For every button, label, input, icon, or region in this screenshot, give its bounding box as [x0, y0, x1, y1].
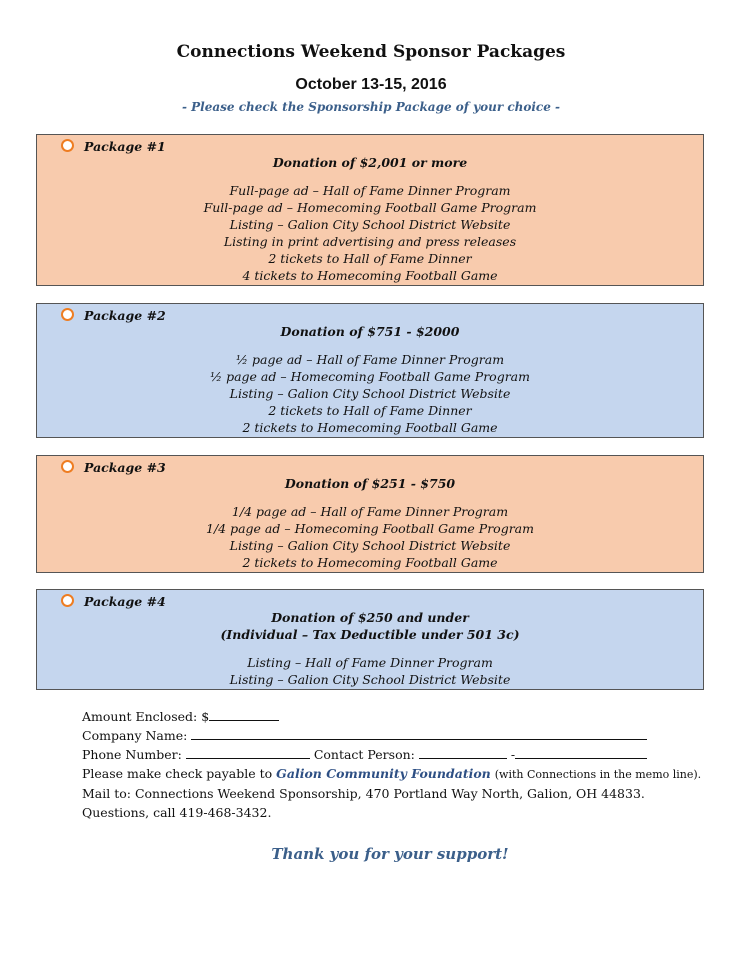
benefit-item: ½ page ad – Hall of Fame Dinner Program: [235, 352, 505, 367]
payable-suffix: (with Connections in the memo line).: [494, 768, 702, 781]
benefit-item: Listing in print advertising and press releases: [223, 234, 517, 249]
event-date: October 13-15, 2016: [295, 76, 447, 93]
package-4-box: [36, 589, 704, 690]
donation-line: Donation of $751 - $2000: [280, 324, 460, 339]
benefit-item: 2 tickets to Homecoming Football Game: [242, 555, 498, 570]
package-3-header: [61, 460, 166, 475]
instruction-text: - Please check the Sponsorship Package of your choice -: [181, 100, 561, 114]
package-1-header: [61, 139, 166, 154]
benefit-item: 4 tickets to Homecoming Football Game: [242, 268, 498, 283]
donation-line: (Individual – Tax Deductible under 501 3c): [220, 627, 520, 642]
package-3-box: [36, 455, 704, 573]
page-title: Connections Weekend Sponsor Packages: [176, 42, 566, 62]
package-2-benefits: [37, 351, 703, 436]
amount-field[interactable]: [209, 707, 279, 721]
benefit-item: 1/4 page ad – Homecoming Football Game Program: [206, 521, 534, 536]
contact-field-2[interactable]: [515, 745, 647, 759]
phone-label: Phone Number:: [82, 747, 182, 762]
package-3-benefits: [37, 503, 703, 571]
package-3-donation: [37, 475, 703, 492]
package-3-name: Package #3: [84, 460, 166, 475]
benefit-item: Listing – Galion City School District Website: [229, 538, 511, 553]
phone-row: [82, 745, 702, 764]
package-2-radio[interactable]: [61, 308, 74, 321]
package-4-header: [61, 594, 166, 609]
contact-label: Contact Person:: [313, 747, 415, 762]
company-label: Company Name:: [82, 728, 188, 743]
benefit-item: Listing – Galion City School District Website: [229, 386, 511, 401]
package-1-name: Package #1: [84, 139, 166, 154]
package-4-benefits: [37, 654, 703, 688]
contact-separator: -: [510, 747, 516, 762]
amount-label: Amount Enclosed: $: [82, 709, 210, 724]
benefit-item: Listing – Galion City School District Website: [229, 217, 511, 232]
benefit-item: Listing – Hall of Fame Dinner Program: [247, 655, 493, 670]
payment-form: [82, 707, 702, 822]
payable-prefix: Please make check payable to: [82, 766, 273, 781]
payable-organization: Galion Community Foundation: [276, 766, 491, 781]
benefit-item: 1/4 page ad – Hall of Fame Dinner Program: [231, 504, 509, 519]
package-4-name: Package #4: [84, 594, 166, 609]
mail-to-row: Mail to: Connections Weekend Sponsorship, 470 Portland Way North, Galion, OH 44833.: [82, 786, 645, 801]
benefit-item: ½ page ad – Homecoming Football Game Program: [210, 369, 530, 384]
benefit-item: Full-page ad – Homecoming Football Game Program: [203, 200, 537, 215]
company-field[interactable]: [191, 726, 647, 740]
package-2-donation: [37, 323, 703, 340]
phone-field[interactable]: [186, 745, 310, 759]
package-4-donation: [37, 609, 703, 643]
questions-row: Questions, call 419-468-3432.: [82, 805, 272, 820]
package-1-benefits: [37, 182, 703, 284]
package-2-name: Package #2: [84, 308, 166, 323]
benefit-item: 2 tickets to Hall of Fame Dinner: [268, 403, 472, 418]
package-4-radio[interactable]: [61, 594, 74, 607]
amount-row: [82, 707, 702, 726]
donation-line: Donation of $251 - $750: [284, 476, 456, 491]
package-2-box: [36, 303, 704, 438]
package-3-radio[interactable]: [61, 460, 74, 473]
donation-line: Donation of $2,001 or more: [272, 155, 468, 170]
package-1-box: [36, 134, 704, 286]
package-1-donation: [37, 154, 703, 171]
payable-row: [82, 764, 702, 784]
benefit-item: 2 tickets to Homecoming Football Game: [242, 420, 498, 435]
benefit-item: Listing – Galion City School District Website: [229, 672, 511, 687]
benefit-item: Full-page ad – Hall of Fame Dinner Program: [229, 183, 511, 198]
package-1-radio[interactable]: [61, 139, 74, 152]
thank-you-message: Thank you for your support!: [271, 845, 509, 863]
package-2-header: [61, 308, 166, 323]
company-row: [82, 726, 702, 745]
benefit-item: 2 tickets to Hall of Fame Dinner: [268, 251, 472, 266]
contact-field[interactable]: [419, 745, 507, 759]
donation-line: Donation of $250 and under: [271, 610, 469, 625]
